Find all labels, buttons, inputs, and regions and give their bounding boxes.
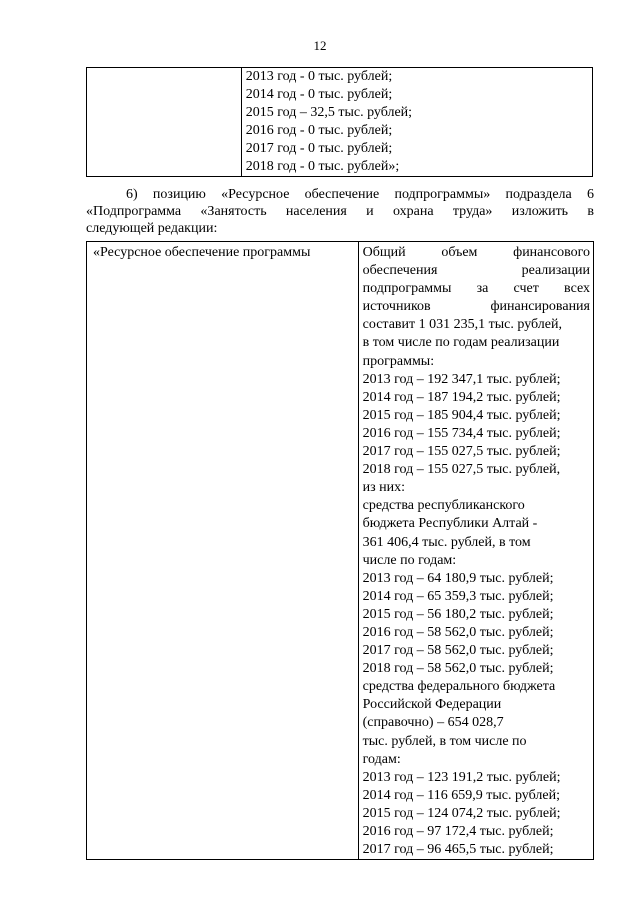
text-line: обеспечения реализации	[362, 263, 590, 279]
text-line: Российской Федерации	[362, 697, 502, 713]
text-line: числе по годам:	[362, 552, 457, 568]
text-line: средства федерального бюджета	[362, 679, 556, 695]
paragraph-line: 6) позицию «Ресурсное обеспечение подпрограммы» подраздела 6	[126, 187, 594, 202]
year-line: 2018 год - 0 тыс. рублей»;	[245, 159, 400, 174]
table-cell-values	[241, 68, 592, 177]
year-line: 2013 год – 192 347,1 тыс. рублей;	[362, 371, 561, 387]
paragraph-line: следующей редакции:	[86, 221, 218, 236]
year-line: 2017 год – 96 465,5 тыс. рублей;	[362, 842, 554, 858]
resource-values-cell	[358, 242, 593, 860]
text-line: бюджета Республики Алтай -	[362, 516, 538, 532]
table-row	[87, 242, 594, 860]
year-line: 2018 год – 58 562,0 тыс. рублей;	[362, 661, 554, 677]
year-line: 2018 год – 155 027,5 тыс. рублей,	[362, 462, 561, 478]
year-line: 2016 год – 155 734,4 тыс. рублей;	[362, 425, 561, 441]
year-line: 2013 год - 0 тыс. рублей;	[245, 69, 393, 84]
year-line: 2017 год - 0 тыс. рублей;	[245, 141, 393, 156]
resource-label-cell	[87, 242, 359, 860]
table-row	[87, 68, 593, 177]
year-line: 2014 год – 187 194,2 тыс. рублей;	[362, 389, 561, 405]
resource-label: «Ресурсное обеспечение программы	[93, 245, 311, 260]
year-line: 2015 год – 124 074,2 тыс. рублей;	[362, 805, 561, 821]
year-line: 2016 год – 58 562,0 тыс. рублей;	[362, 624, 554, 640]
year-line: 2014 год – 116 659,9 тыс. рублей;	[362, 787, 560, 803]
year-line: 2017 год – 155 027,5 тыс. рублей;	[362, 444, 561, 460]
year-line: 2013 год – 123 191,2 тыс. рублей;	[362, 769, 561, 785]
text-line: источников финансирования	[362, 299, 590, 315]
text-line: годам:	[362, 751, 401, 767]
text-line: составит 1 031 235,1 тыс. рублей,	[362, 317, 562, 333]
text-line: в том числе по годам реализации	[362, 335, 560, 351]
year-line: 2013 год – 64 180,9 тыс. рублей;	[362, 570, 554, 586]
page-number: 12	[313, 38, 327, 53]
text-line: средства республиканского	[362, 498, 525, 514]
year-line: 2014 год - 0 тыс. рублей;	[245, 87, 393, 102]
previous-resource-table	[86, 67, 593, 177]
year-line: 2015 год – 56 180,2 тыс. рублей;	[362, 606, 554, 622]
amendment-paragraph	[86, 186, 594, 237]
text-line: программы:	[362, 353, 435, 369]
text-line: (справочно) – 654 028,7	[362, 715, 504, 731]
year-line: 2017 год – 58 562,0 тыс. рублей;	[362, 643, 554, 659]
table-cell-label	[87, 68, 242, 177]
year-line: 2015 год – 32,5 тыс. рублей;	[245, 105, 413, 120]
year-line: 2015 год – 185 904,4 тыс. рублей;	[362, 407, 561, 423]
year-line: 2016 год - 0 тыс. рублей;	[245, 123, 393, 138]
text-line: подпрограммы за счет всех	[362, 281, 590, 297]
text-line: тыс. рублей, в том числе по	[362, 733, 527, 749]
text-line: 361 406,4 тыс. рублей, в том	[362, 534, 531, 550]
resource-provision-table	[86, 241, 594, 860]
year-line: 2016 год – 97 172,4 тыс. рублей;	[362, 824, 554, 839]
year-line: 2014 год – 65 359,3 тыс. рублей;	[362, 588, 554, 604]
text-line: Общий объем финансового	[362, 245, 590, 260]
text-line: из них:	[362, 480, 406, 496]
paragraph-line: «Подпрограмма «Занятость населения и охрана труда» изложить в	[86, 204, 594, 219]
